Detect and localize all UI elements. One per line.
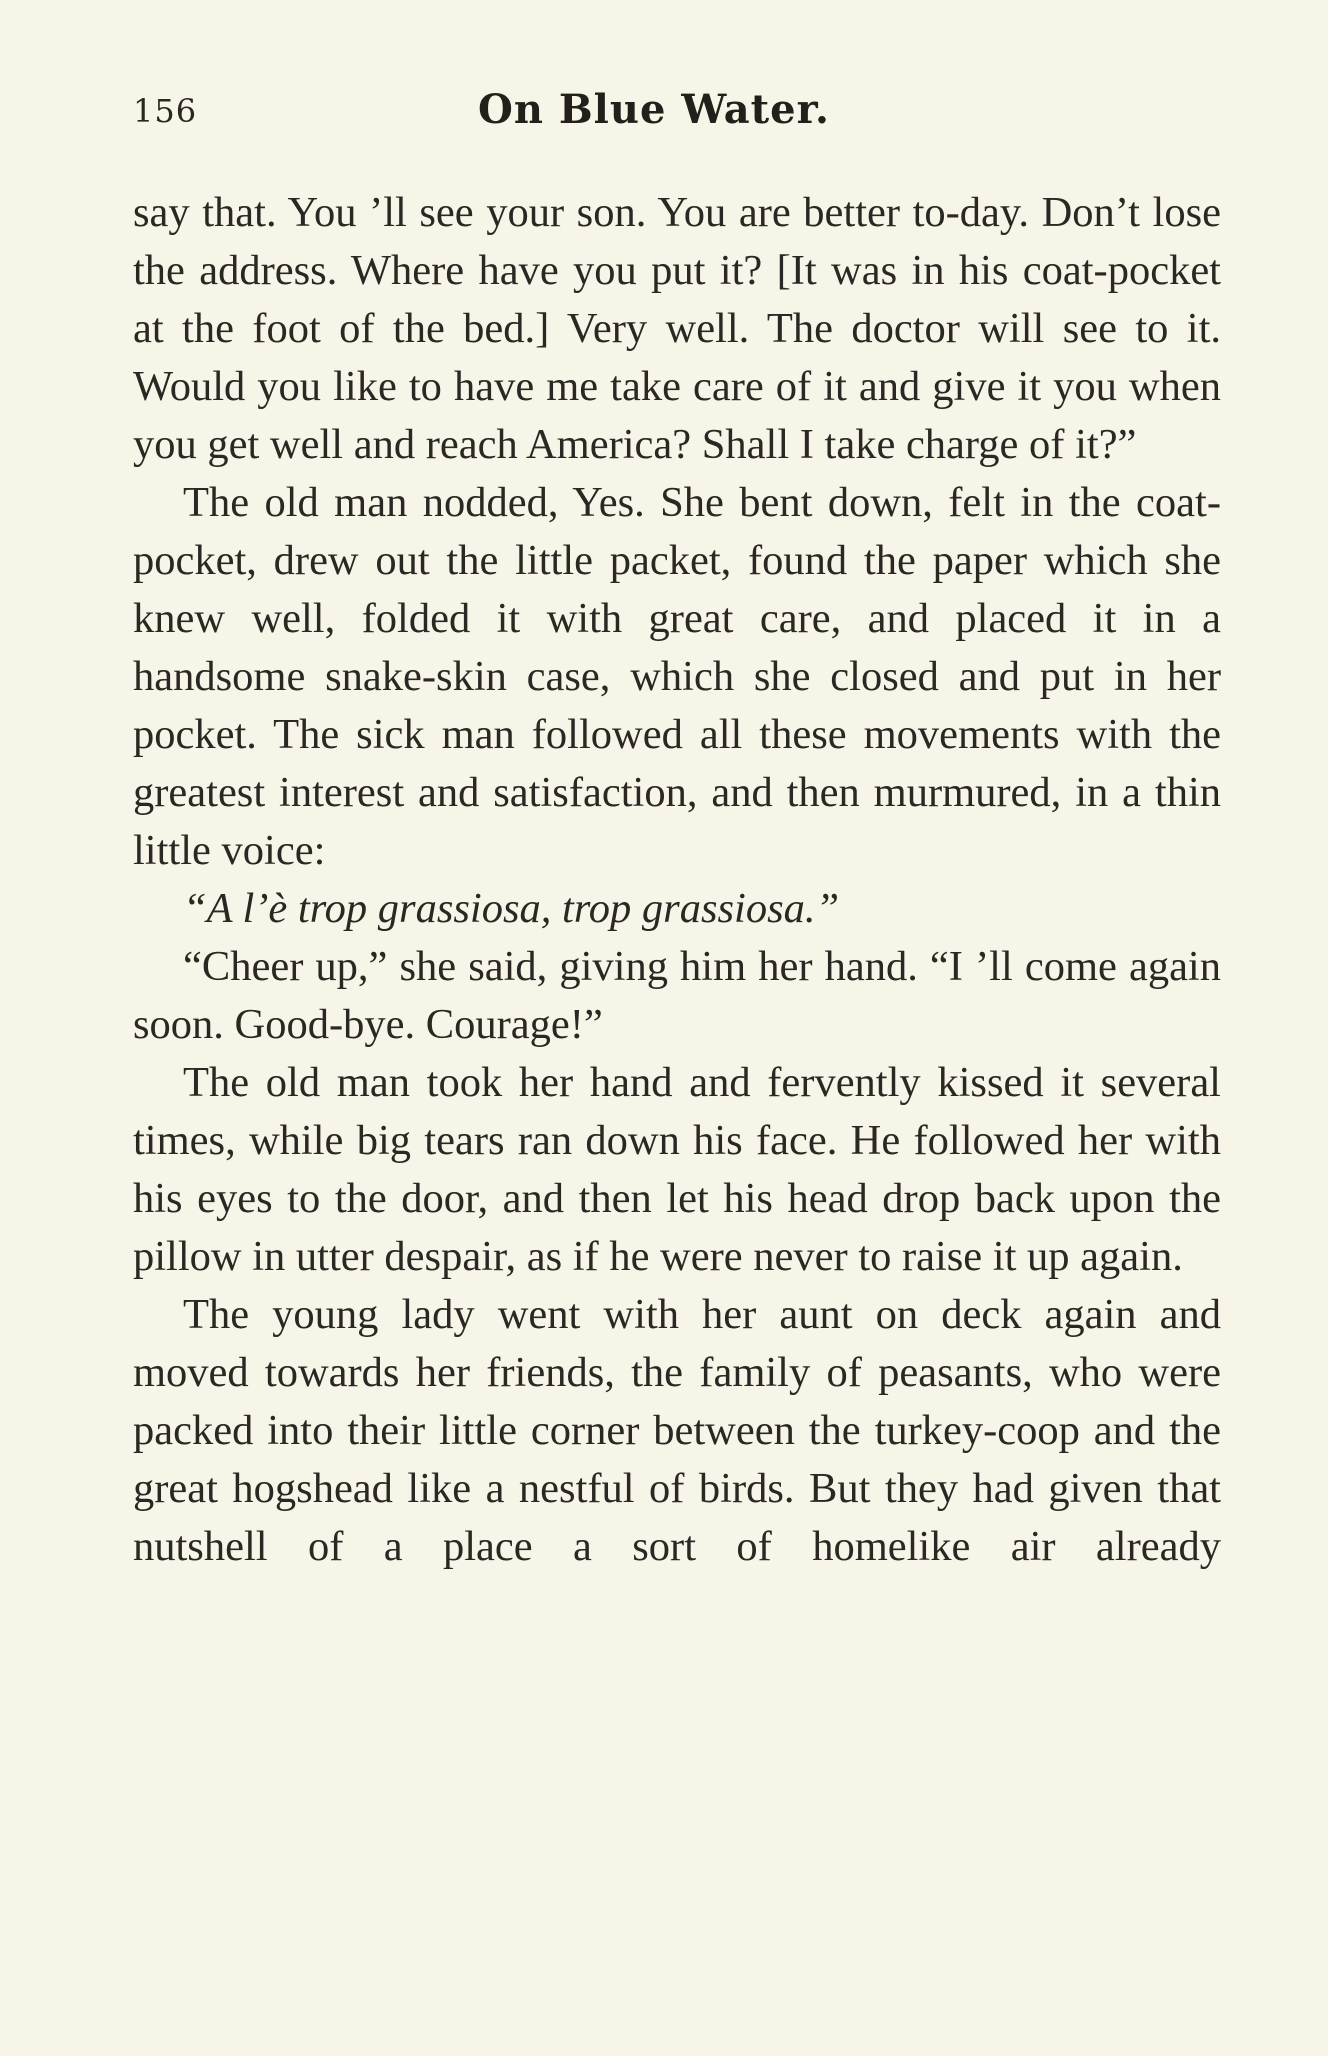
body-text — [133, 184, 1221, 1576]
running-title: On Blue Water. — [478, 86, 830, 133]
paragraph: The old man nodded, Yes. She bent down, felt in the coat-pocket, drew out the little packet, found the paper which she knew well, folded it with great care, and placed it in a handsome snake-skin case, which she closed and put in her pocket. The sick man followed all these movements with the greatest interest and satisfaction, and then murmured, in a thin little voice: — [133, 479, 1221, 874]
page-header — [133, 86, 1221, 152]
paragraph: “Cheer up,” she said, giving him her hand. “I ’ll come again soon. Good-bye. Courage!” — [133, 943, 1221, 1048]
paragraph: The old man took her hand and fervently kissed it several times, while big tears ran down his face. He followed her with his eyes to the door, and then let his head drop back upon the pillow in utter despair, as if he were never to raise it up again. — [133, 1059, 1221, 1280]
paragraph: The young lady went with her aunt on deck again and moved towards her friends, the family of peasants, who were packed into their little corner between the turkey-coop and the great hogshead like a nestful of birds. But they had given that nutshell of a place a sort of homelike air already — [133, 1291, 1221, 1570]
italic-quote: “A l’è trop grassiosa, trop grassiosa.” — [183, 885, 840, 932]
page-number: 156 — [133, 92, 198, 130]
paragraph: say that. You ’ll see your son. You are better to-day. Don’t lose the address. Where have you put it? [It was in his coat-pocket at the foot of the bed.] Very well. The doctor will see to it. Would you like to have me take care of it and give it you when you get well and reach America? Shall I take charge of it?” — [133, 189, 1221, 468]
